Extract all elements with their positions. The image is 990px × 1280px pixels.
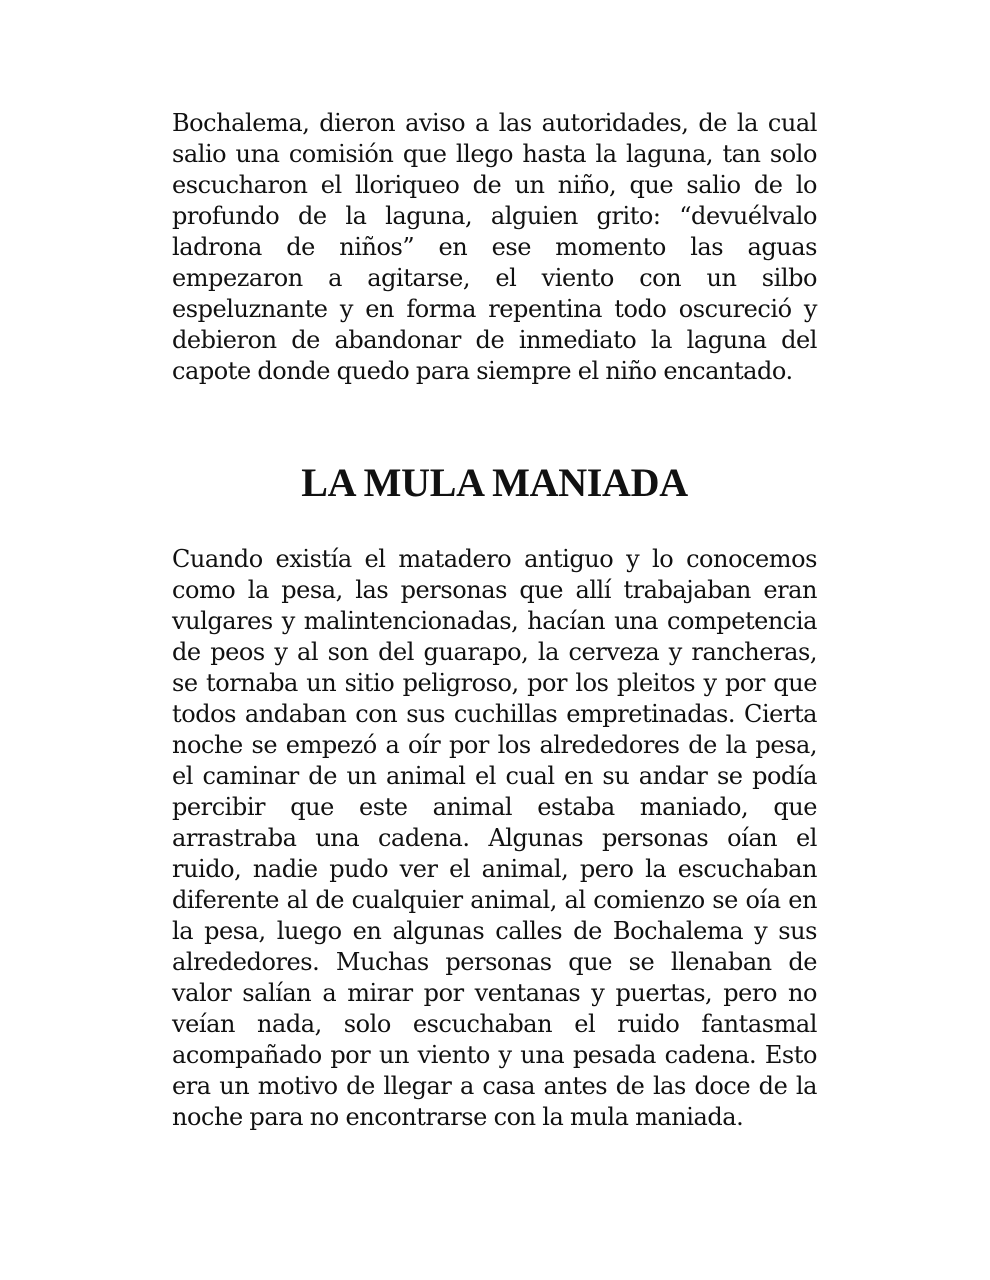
section-title: LA MULA MANIADA bbox=[301, 460, 688, 505]
section-paragraph: Cuando existía el matadero antiguo y lo conocemos como la pesa, las personas que allí trabajaban eran vulgares y malintencionadas, hacían una competencia de peos y al son del guarapo, la cerveza y rancheras, se tornaba un sitio peligroso, por los pleitos y por que todos andaban con sus cuchillas empretinadas. Cierta noche se empezó a oír por los alrededores de la pesa, el caminar de un animal el cual en su andar se podía percibir que este animal estaba maniado, que arrastraba una cadena. Algunas personas oían el ruido, nadie pudo ver el animal, pero la escuchaban diferente al de cualquier animal, al comienzo se oía en la pesa, luego en algunas calles de Bochalema y sus alrededores. Muchas personas que se llenaban de valor salían a mirar por ventanas y puertas, pero no veían nada, solo escuchaban el ruido fantasmal acompañado por un viento y una pesada cadena. Esto era un motivo de llegar a casa antes de las doce de la noche para no encontrarse con la mula maniada. bbox=[172, 545, 817, 1131]
intro-paragraph: Bochalema, dieron aviso a las autoridades, de la cual salio una comisión que llego hasta la laguna, tan solo escucharon el lloriqueo de un niño, que salio de lo profundo de la laguna, alguien grito: “devuélvalo ladrona de niños” en ese momento las aguas empezaron a agitarse, el viento con un silbo espeluznante y en forma repentina todo oscureció y debieron de abandonar de inmediato la laguna del capote donde quedo para siempre el niño encantado. bbox=[172, 109, 817, 385]
document-page bbox=[172, 108, 817, 1133]
